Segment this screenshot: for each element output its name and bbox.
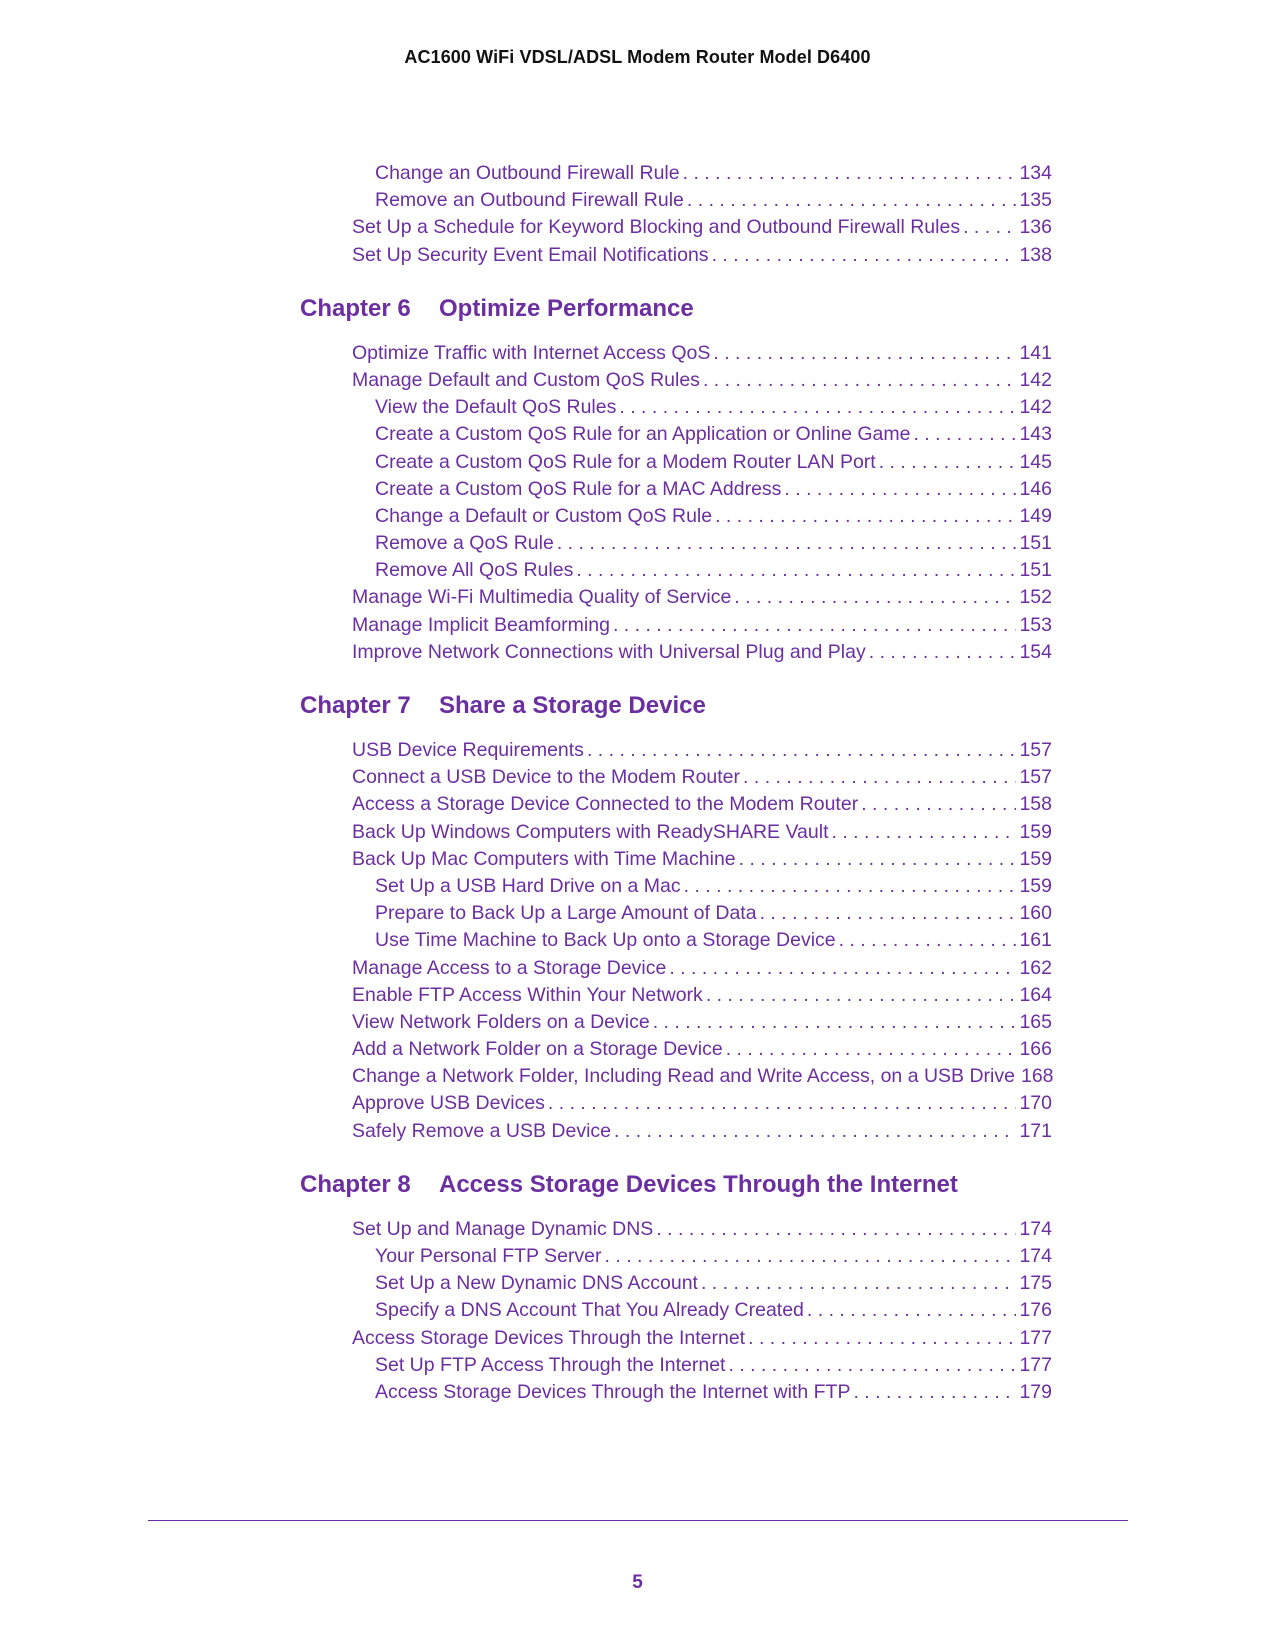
toc-entry-title: Improve Network Connections with Universal Plug and Play	[352, 640, 866, 663]
toc-entry-page: 157	[1019, 766, 1052, 789]
table-of-contents	[300, 160, 1052, 1406]
toc-entry-title: Specify a DNS Account That You Already Created	[375, 1299, 804, 1322]
toc-entry-page: 151	[1019, 559, 1052, 582]
toc-entry[interactable]	[300, 846, 1052, 873]
toc-entry-title: Change a Network Folder, Including Read and Write Access, on a USB Drive	[352, 1065, 1015, 1088]
toc-entry-page: 149	[1019, 504, 1052, 527]
toc-entry-title: Remove a QoS Rule	[375, 532, 554, 555]
toc-entry-title: Access Storage Devices Through the Internet	[352, 1326, 746, 1349]
toc-entry[interactable]	[300, 557, 1052, 584]
toc-entry-page: 164	[1019, 983, 1052, 1006]
chapter-title: Share a Storage Device	[439, 692, 706, 719]
toc-entry-title: Manage Wi-Fi Multimedia Quality of Service	[352, 586, 732, 609]
chapter-7-entries	[300, 737, 1052, 1145]
toc-entry-title: Access a Storage Device Connected to the Modem Router	[352, 793, 859, 816]
toc-entry[interactable]	[300, 1325, 1052, 1352]
chapter-number: Chapter 6	[300, 294, 411, 322]
toc-entry[interactable]	[300, 791, 1052, 818]
toc-continued-entries	[300, 160, 1052, 269]
toc-entry[interactable]	[300, 1270, 1052, 1297]
toc-entry[interactable]	[300, 955, 1052, 982]
dot-leader	[548, 1090, 1017, 1117]
dot-leader	[587, 737, 1017, 764]
toc-entry-page: 151	[1019, 532, 1052, 555]
toc-entry-page: 146	[1019, 477, 1052, 500]
toc-entry-page: 145	[1019, 450, 1052, 473]
toc-entry-page: 162	[1019, 956, 1052, 979]
footer-divider	[148, 1520, 1128, 1521]
dot-leader	[739, 846, 1017, 873]
toc-entry-title: View Network Folders on a Device	[352, 1010, 650, 1033]
dot-leader	[712, 242, 1017, 269]
toc-entry-title: Change an Outbound Firewall Rule	[375, 162, 680, 184]
toc-entry-page: 159	[1019, 847, 1052, 870]
running-header: AC1600 WiFi VDSL/ADSL Modem Router Model D6400	[404, 47, 871, 67]
toc-entry[interactable]	[300, 449, 1052, 476]
toc-entry-title: Use Time Machine to Back Up onto a Storage Device	[375, 929, 836, 952]
toc-entry-title: Access Storage Devices Through the Internet with FTP	[375, 1380, 851, 1403]
chapter-number: Chapter 7	[300, 692, 411, 719]
toc-entry-page: 152	[1019, 586, 1052, 609]
toc-entry[interactable]	[300, 1118, 1052, 1145]
toc-entry[interactable]	[300, 530, 1052, 557]
toc-entry-title: Connect a USB Device to the Modem Router	[352, 766, 741, 789]
toc-entry-page: 134	[1019, 162, 1052, 184]
dot-leader	[557, 530, 1017, 557]
toc-entry-page: 136	[1019, 216, 1052, 239]
chapter-heading-6[interactable]	[300, 293, 1052, 325]
toc-entry[interactable]	[300, 737, 1052, 764]
dot-leader	[701, 1270, 1016, 1297]
dot-leader	[653, 1009, 1017, 1036]
toc-entry-title: Create a Custom QoS Rule for a MAC Address	[375, 477, 782, 500]
toc-entry-page: 179	[1019, 1380, 1052, 1403]
dot-leader	[784, 476, 1016, 503]
toc-entry[interactable]	[300, 873, 1052, 900]
toc-entry[interactable]	[300, 1009, 1052, 1036]
toc-entry-page: 138	[1019, 243, 1052, 266]
toc-entry-title: Change a Default or Custom QoS Rule	[375, 504, 713, 527]
toc-entry-title: Approve USB Devices	[352, 1092, 545, 1115]
toc-entry-title: Remove All QoS Rules	[375, 559, 574, 582]
toc-entry-page: 159	[1019, 874, 1052, 897]
toc-entry-page: 177	[1019, 1326, 1052, 1349]
chapter-heading-7[interactable]	[300, 690, 1052, 722]
toc-entry-page: 166	[1019, 1038, 1052, 1061]
toc-entry[interactable]	[300, 639, 1052, 666]
toc-entry-page: 135	[1019, 189, 1052, 212]
chapter-heading-8[interactable]	[300, 1169, 1052, 1201]
toc-entry-page: 153	[1019, 613, 1052, 636]
toc-entry-page: 154	[1019, 640, 1052, 663]
chapter-title: Access Storage Devices Through the Internet	[439, 1170, 958, 1198]
toc-entry[interactable]	[300, 1216, 1052, 1243]
toc-entry-page: 174	[1019, 1245, 1052, 1267]
dot-leader	[656, 1216, 1016, 1243]
dot-leader	[853, 1379, 1016, 1406]
toc-entry[interactable]	[300, 1297, 1052, 1324]
toc-entry-page: 165	[1019, 1010, 1052, 1033]
toc-entry-page: 170	[1019, 1092, 1052, 1115]
toc-entry[interactable]	[300, 340, 1052, 367]
toc-entry[interactable]	[300, 1352, 1052, 1379]
dot-leader	[869, 639, 1017, 666]
toc-entry[interactable]	[300, 982, 1052, 1009]
toc-entry-page: 141	[1019, 341, 1052, 364]
dot-leader	[760, 900, 1017, 927]
dot-leader	[861, 791, 1016, 818]
dot-leader	[706, 982, 1017, 1009]
toc-entry[interactable]	[300, 1090, 1052, 1117]
dot-leader	[831, 819, 1016, 846]
toc-entry[interactable]	[300, 214, 1052, 241]
toc-entry-title: Set Up a USB Hard Drive on a Mac	[375, 874, 681, 897]
toc-entry-title: Manage Default and Custom QoS Rules	[352, 368, 700, 391]
dot-leader	[687, 187, 1017, 214]
toc-entry-title: Enable FTP Access Within Your Network	[352, 983, 703, 1006]
toc-entry-title: Manage Implicit Beamforming	[352, 613, 610, 636]
chapter-title: Optimize Performance	[439, 294, 694, 322]
toc-entry[interactable]	[300, 1243, 1052, 1270]
toc-entry-title: Back Up Windows Computers with ReadySHARE Vault	[352, 820, 829, 843]
dot-leader	[734, 584, 1016, 611]
toc-entry[interactable]	[300, 819, 1052, 846]
toc-entry[interactable]	[300, 1063, 1052, 1090]
dot-leader	[879, 449, 1017, 476]
dot-leader	[576, 557, 1016, 584]
dot-leader	[614, 1118, 1016, 1145]
toc-entry[interactable]	[300, 1379, 1052, 1406]
toc-entry[interactable]	[300, 927, 1052, 954]
toc-entry-page: 177	[1019, 1353, 1052, 1376]
toc-entry-page: 171	[1019, 1119, 1052, 1142]
toc-entry-title: Create a Custom QoS Rule for an Application or Online Game	[375, 423, 911, 446]
toc-entry-page: 168	[1020, 1065, 1054, 1088]
toc-entry[interactable]	[300, 160, 1052, 187]
toc-entry[interactable]	[300, 584, 1052, 611]
toc-entry[interactable]	[300, 1036, 1052, 1063]
toc-entry-title: Remove an Outbound Firewall Rule	[375, 189, 684, 212]
toc-entry-title: Back Up Mac Computers with Time Machine	[352, 847, 736, 870]
toc-entry-title: USB Device Requirements	[352, 739, 584, 761]
toc-entry-title: Your Personal FTP Server	[375, 1245, 602, 1267]
toc-entry-title: Set Up and Manage Dynamic DNS	[352, 1217, 654, 1240]
dot-leader	[913, 421, 1016, 448]
chapter-number: Chapter 8	[300, 1170, 411, 1198]
toc-entry-title: Prepare to Back Up a Large Amount of Data	[375, 902, 757, 925]
toc-entry[interactable]	[300, 764, 1052, 791]
dot-leader	[703, 367, 1017, 394]
dot-leader	[715, 503, 1016, 530]
toc-entry[interactable]	[300, 900, 1052, 927]
toc-entry-page: 161	[1019, 929, 1052, 952]
dot-leader	[713, 340, 1016, 367]
chapter-6-entries	[300, 340, 1052, 666]
dot-leader	[728, 1352, 1016, 1379]
toc-entry-page: 174	[1019, 1217, 1052, 1240]
dot-leader	[613, 612, 1017, 639]
toc-entry-title: Safely Remove a USB Device	[352, 1119, 612, 1142]
toc-entry-title: Set Up Security Event Email Notifications	[352, 243, 709, 266]
toc-entry-title: Manage Access to a Storage Device	[352, 956, 667, 979]
dot-leader	[726, 1036, 1017, 1063]
page-number: 5	[632, 1572, 643, 1593]
toc-entry-page: 157	[1019, 739, 1052, 761]
toc-entry-title: Set Up a Schedule for Keyword Blocking and Outbound Firewall Rules	[352, 216, 961, 239]
dot-leader	[684, 873, 1017, 900]
dot-leader	[605, 1243, 1017, 1270]
dot-leader	[669, 955, 1016, 982]
toc-entry[interactable]	[300, 242, 1052, 269]
toc-entry-title: Optimize Traffic with Internet Access QoS	[352, 341, 711, 364]
dot-leader	[807, 1297, 1017, 1324]
toc-entry-page: 176	[1019, 1299, 1052, 1322]
toc-entry[interactable]	[300, 394, 1052, 421]
toc-entry[interactable]	[300, 503, 1052, 530]
dot-leader	[839, 927, 1017, 954]
toc-entry-page: 158	[1019, 793, 1052, 816]
dot-leader	[743, 764, 1016, 791]
toc-entry-page: 175	[1019, 1272, 1052, 1295]
toc-entry-page: 142	[1019, 396, 1052, 419]
toc-entry-page: 159	[1019, 820, 1052, 843]
toc-entry-page: 160	[1019, 902, 1052, 925]
toc-entry[interactable]	[300, 612, 1052, 639]
toc-entry-title: Set Up a New Dynamic DNS Account	[375, 1272, 698, 1295]
toc-entry-title: Set Up FTP Access Through the Internet	[375, 1353, 726, 1376]
toc-entry[interactable]	[300, 421, 1052, 448]
chapter-8-entries	[300, 1216, 1052, 1406]
toc-entry-page: 143	[1019, 423, 1052, 446]
toc-entry-title: Create a Custom QoS Rule for a Modem Router LAN Port	[375, 450, 876, 473]
dot-leader	[963, 214, 1016, 241]
toc-entry-page: 142	[1019, 368, 1052, 391]
toc-entry[interactable]	[300, 367, 1052, 394]
dot-leader	[619, 394, 1016, 421]
dot-leader	[683, 160, 1017, 187]
dot-leader	[748, 1325, 1016, 1352]
toc-entry-title: Add a Network Folder on a Storage Device	[352, 1038, 723, 1061]
toc-entry-title: View the Default QoS Rules	[375, 396, 617, 419]
toc-entry[interactable]	[300, 476, 1052, 503]
toc-entry[interactable]	[300, 187, 1052, 214]
